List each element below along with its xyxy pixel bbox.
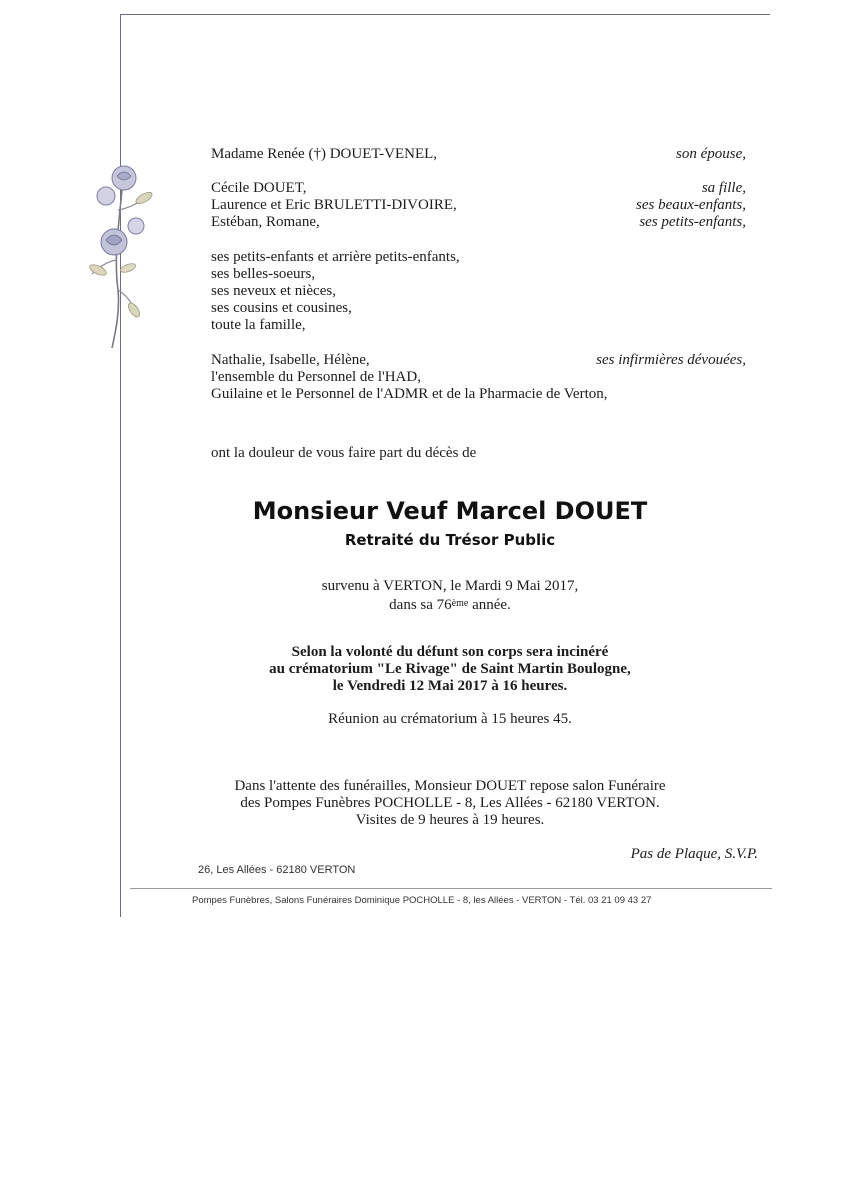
rest-line: Dans l'attente des funérailles, Monsieur DOUET repose salon Funéraire bbox=[234, 778, 666, 794]
ceremony-line: Selon la volonté du défunt son corps sera incinéré bbox=[291, 644, 609, 660]
ceremony-line: le Vendredi 12 Mai 2017 à 16 heures. bbox=[332, 678, 568, 694]
in-laws-relation: ses beaux-enfants, bbox=[636, 197, 746, 213]
daughter-name: Cécile DOUET, bbox=[211, 180, 307, 196]
footer-divider bbox=[130, 888, 772, 889]
in-laws-name: Laurence et Eric BRULETTI-DIVOIRE, bbox=[211, 197, 457, 213]
rest-line: des Pompes Funèbres POCHOLLE - 8, Les Allées - 62180 VERTON. bbox=[240, 795, 660, 811]
rest-line: Visites de 9 heures à 19 heures. bbox=[355, 812, 545, 828]
deceased-title: Retraité du Trésor Public bbox=[344, 531, 556, 549]
frame-top-border bbox=[120, 14, 770, 15]
spouse-name: Madame Renée (†) DOUET-VENEL, bbox=[211, 146, 438, 162]
funeral-home-address: 26, Les Allées - 62180 VERTON bbox=[198, 864, 356, 876]
ceremony-line: au crématorium "Le Rivage" de Saint Martin Boulogne, bbox=[269, 661, 631, 677]
grandchildren-name: Estéban, Romane, bbox=[211, 214, 320, 230]
death-place-date: survenu à VERTON, le Mardi 9 Mai 2017, bbox=[321, 578, 579, 594]
death-age: dans sa 76ème année. bbox=[389, 597, 511, 613]
funeral-home-footer: Pompes Funèbres, Salons Funéraires Dominique POCHOLLE - 8, les Allées - VERTON - Tél. 03 21 09 43 27 bbox=[192, 895, 652, 906]
deceased-name: Monsieur Veuf Marcel DOUET bbox=[252, 497, 648, 525]
nurses-name: Nathalie, Isabelle, Hélène, bbox=[211, 352, 370, 368]
nurses-relation: ses infirmières dévouées, bbox=[596, 352, 746, 368]
grandchildren-relation: ses petits-enfants, bbox=[639, 214, 746, 230]
spouse-relation: son épouse, bbox=[676, 146, 746, 162]
no-plaque-note: Pas de Plaque, S.V.P. bbox=[630, 846, 758, 862]
rose-icon bbox=[84, 150, 164, 350]
gathering-time: Réunion au crématorium à 15 heures 45. bbox=[328, 711, 572, 727]
daughter-relation: sa fille, bbox=[701, 180, 746, 196]
